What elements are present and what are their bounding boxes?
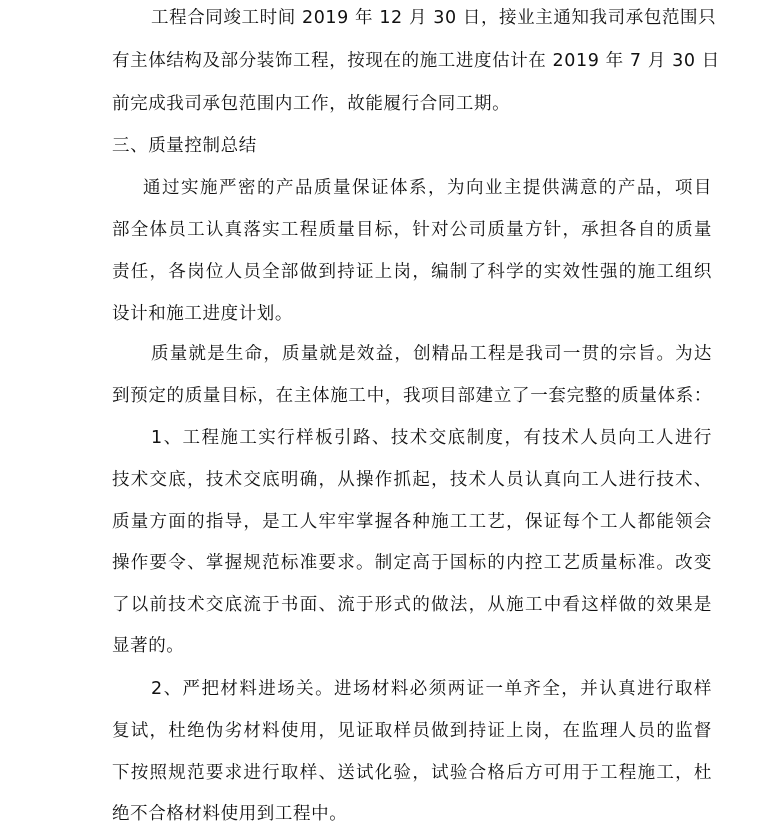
text-line-11: 1、工程施工实行样板引路、技术交底制度，有技术人员向工人进行 [151, 428, 712, 448]
text-line-17: 2、严把材料进场关。进场材料必须两证一单齐全，并认真进行取样 [151, 679, 712, 699]
text-line-1: 工程合同竣工时间 2019 年 12 月 30 日，接业主通知我司承包范围只 [151, 8, 717, 28]
section-heading: 三、质量控制总结 [112, 136, 257, 156]
text-line-13: 质量方面的指导，是工人牢牢掌握各种施工工艺，保证每个工人都能领会 [112, 512, 712, 532]
text-line-19: 下按照规范要求进行取样、送试化验，试验合格后方可用于工程施工，杜 [112, 763, 712, 783]
text-line-2: 有主体结构及部分装饰工程，按现在的施工进度估计在 2019 年 7 月 30 日 [112, 51, 720, 71]
text-line-9: 质量就是生命，质量就是效益，创精品工程是我司一贯的宗旨。为达 [151, 344, 712, 364]
text-line-7: 责任，各岗位人员全部做到持证上岗，编制了科学的实效性强的施工组织 [112, 262, 712, 282]
text-line-12: 技术交底，技术交底明确，从操作抓起，技术人员认真向工人进行技术、 [112, 470, 712, 490]
text-line-18: 复试，杜绝伪劣材料使用，见证取样员做到持证上岗，在监理人员的监督 [112, 721, 712, 741]
text-line-8: 设计和施工进度计划。 [112, 304, 293, 324]
text-line-5: 通过实施严密的产品质量保证体系，为向业主提供满意的产品，项目 [143, 178, 712, 198]
text-line-10: 到预定的质量目标，在主体施工中，我项目部建立了一套完整的质量体系： [112, 386, 712, 406]
text-line-6: 部全体员工认真落实工程质量目标，针对公司质量方针，承担各自的质量 [112, 220, 712, 240]
text-line-14: 操作要令、掌握规范标准要求。制定高于国标的内控工艺质量标准。改变 [112, 553, 712, 573]
text-line-16: 显著的。 [112, 636, 185, 656]
text-line-20: 绝不合格材料使用到工程中。 [112, 804, 348, 824]
text-line-15: 了以前技术交底流于书面、流于形式的做法，从施工中看这样做的效果是 [112, 595, 712, 615]
text-line-3: 前完成我司承包范围内工作，故能履行合同工期。 [112, 94, 511, 114]
